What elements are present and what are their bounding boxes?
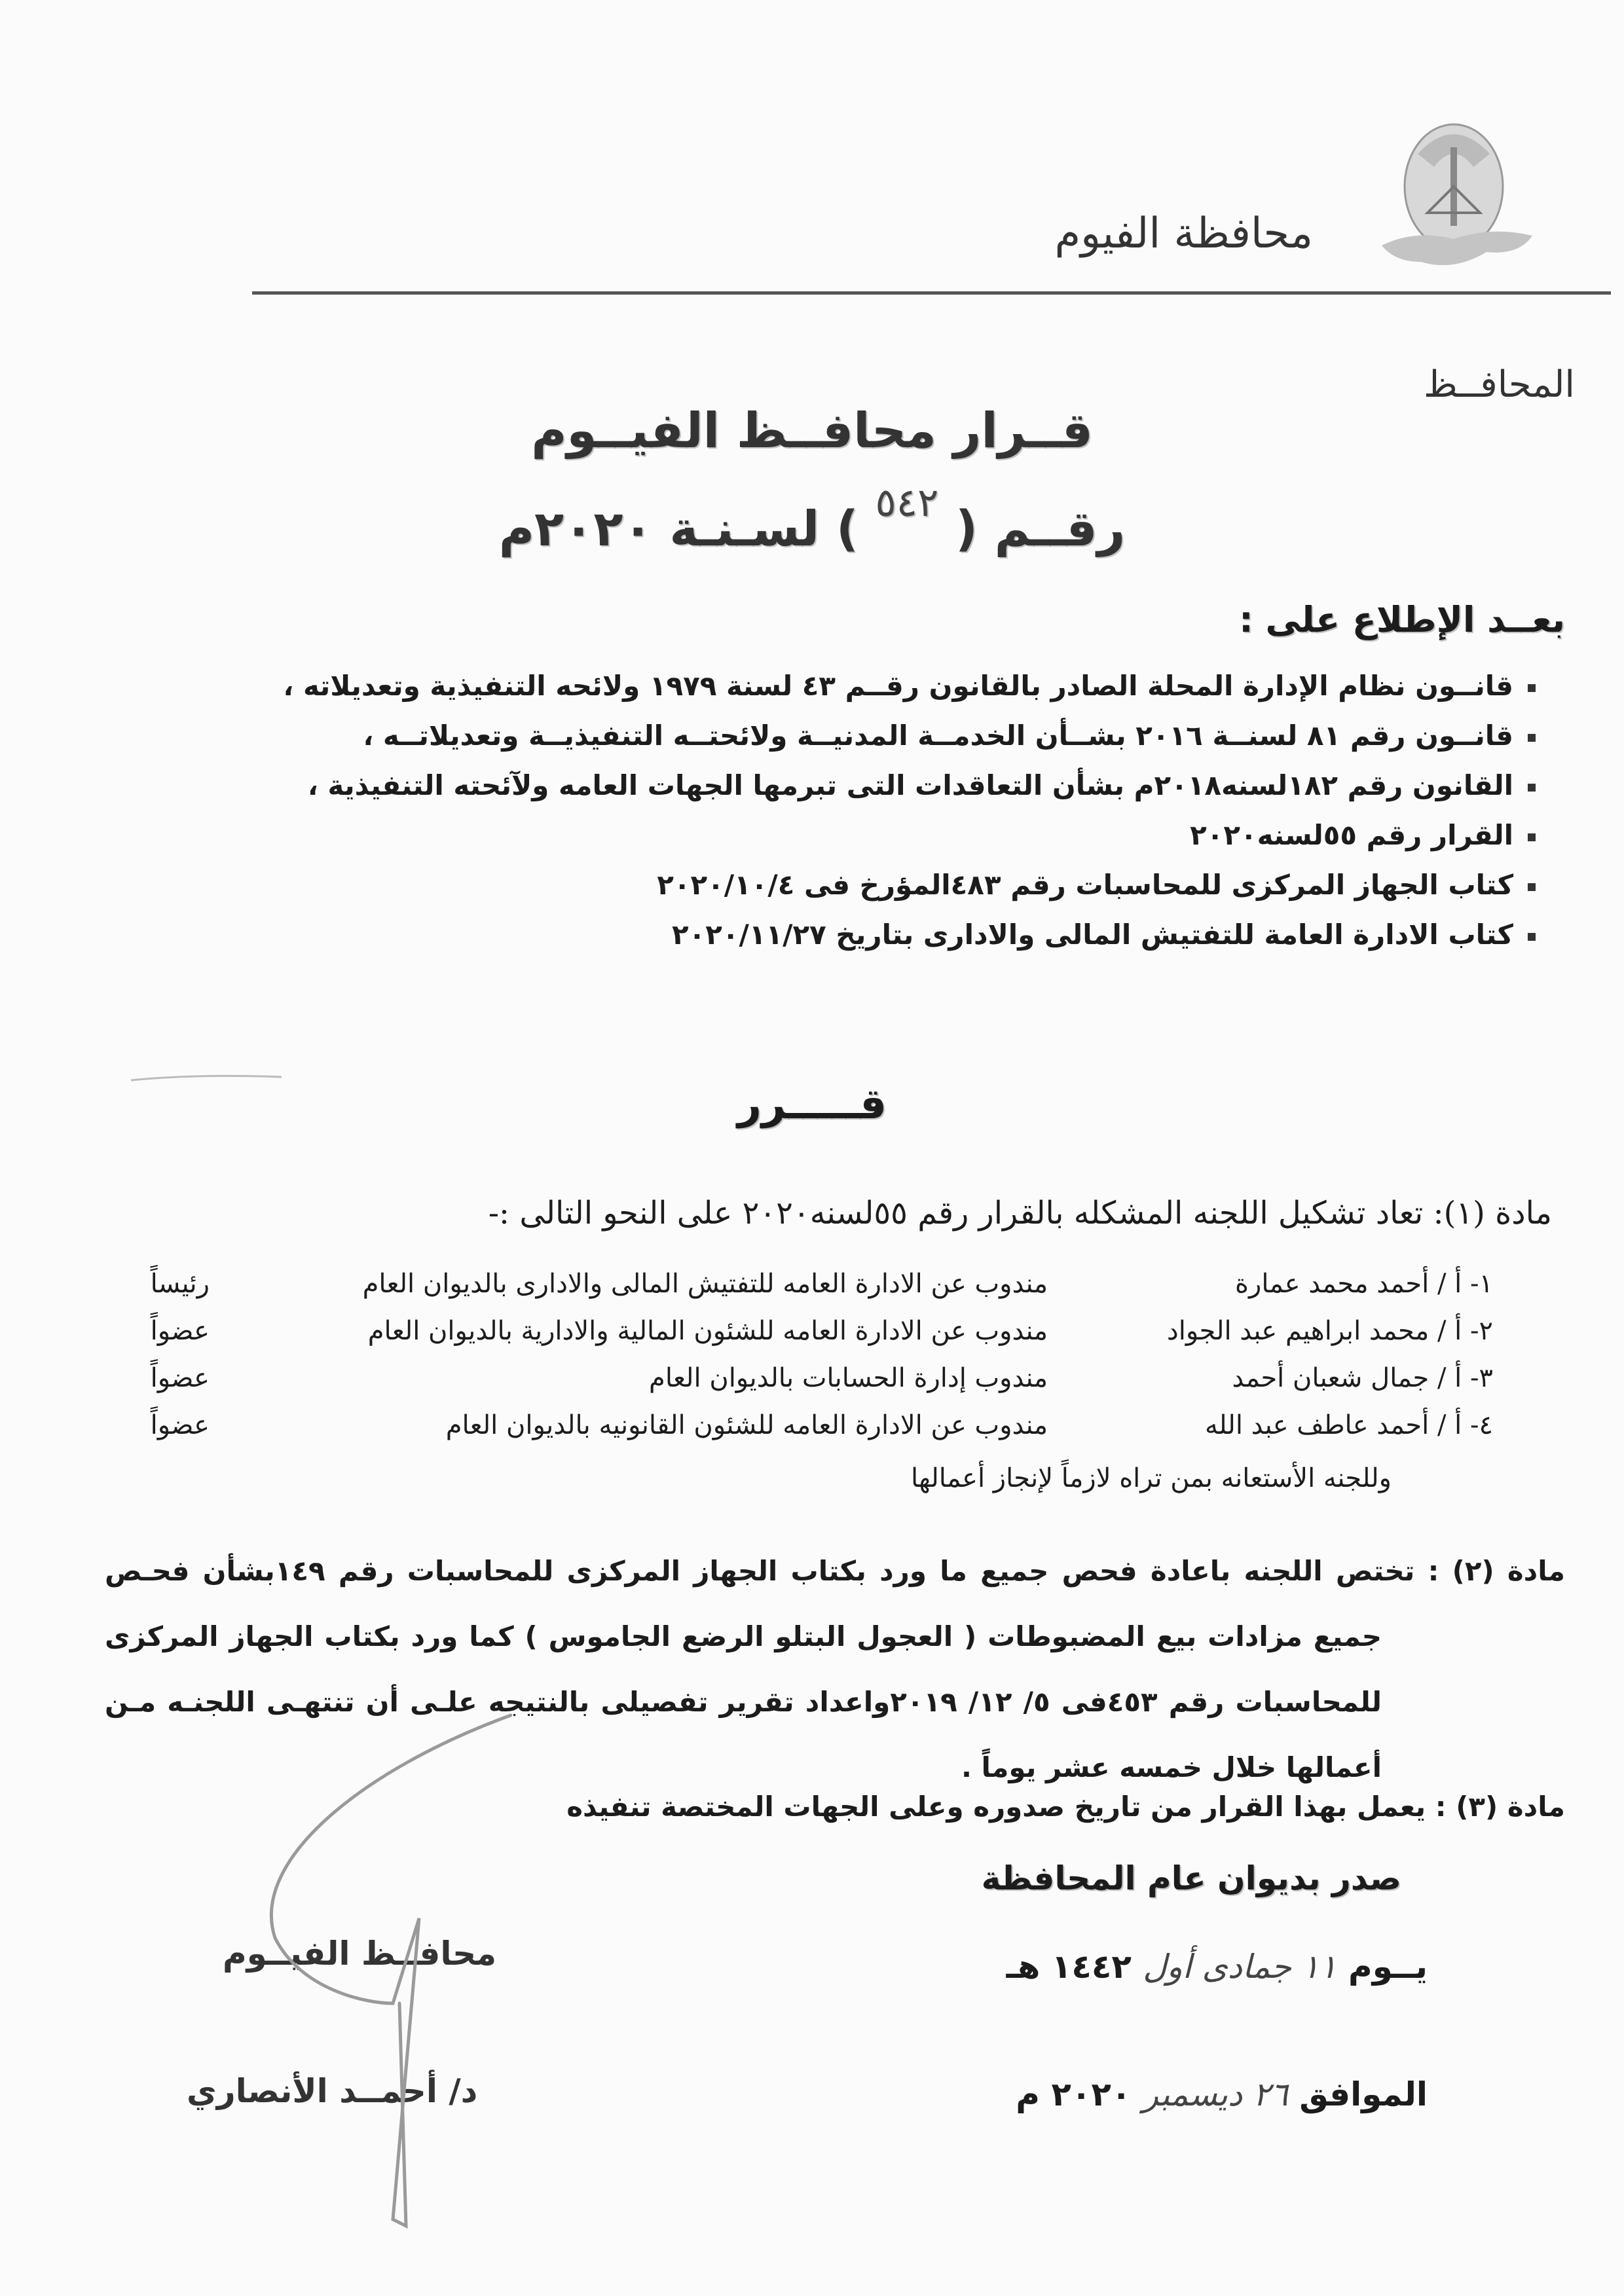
member-name: ٤- أ / أحمد عاطف عبد الله: [1204, 1410, 1493, 1440]
member-name: ٢- أ / محمد ابراهيم عبد الجواد: [1166, 1316, 1493, 1346]
article-2-line: أعمالها خلال خمسه عشر يوماً .: [961, 1751, 1382, 1783]
member-position: عضواً: [150, 1363, 210, 1393]
member-position: عضواً: [150, 1410, 210, 1440]
member-role: مندوب إدارة الحسابات بالديوان العام: [649, 1363, 1048, 1393]
bullet-icon: [1528, 933, 1536, 941]
office-label: المحافــظ: [1424, 363, 1575, 406]
hijri-date: يــوم ١١ جمادى أول ١٤٤٢ هـ: [1006, 1948, 1428, 1986]
committee-assistance-note: وللجنه الأستعانه بمن تراه لازماً لإنجاز أعمالها: [910, 1463, 1392, 1493]
member-position: عضواً: [150, 1316, 210, 1346]
bullet-icon: [1528, 734, 1536, 742]
preamble-item: القانون رقم ١٨٢لسنه٢٠١٨م بشأن التعاقدات التى تبرمها الجهات العامه ولآئحته التنفيذية ،: [160, 761, 1536, 811]
member-name: ٣- أ / جمال شعبان أحمد: [1232, 1363, 1493, 1393]
member-name: ١- أ / أحمد محمد عمارة: [1235, 1269, 1493, 1299]
handwritten-hijri-date: ١١ جمادى أول: [1143, 1948, 1337, 1986]
article-2-line: للمحاسبات رقم ٤٥٣فى ٥/ ١٢/ ٢٠١٩واعداد تقرير تفصيلى بالنتيجه علـى أن تنتهـى اللجنـه مـن: [105, 1686, 1382, 1718]
handwritten-gregorian-date: ٢٦ ديسمبر: [1142, 2075, 1288, 2113]
issued-at: صدر بديوان عام المحافظة: [981, 1859, 1401, 1897]
bullet-icon: [1528, 784, 1536, 792]
preamble-item: قانــون رقم ٨١ لسنــة ٢٠١٦ بشــأن الخدمــة المدنيــة ولائحتــه التنفيذيــة وتعديلاتــه ،: [160, 711, 1536, 761]
decree-number-line: [0, 480, 1624, 557]
bullet-icon: [1528, 684, 1536, 692]
committee-members: [52, 1260, 1493, 1449]
preamble-intro: بعــد الإطلاع على :: [1239, 599, 1565, 640]
signer-title: محافــظ الفيــوم: [223, 1935, 497, 1973]
bullet-icon: [1528, 833, 1536, 841]
governorate-emblem-logo: [1356, 115, 1552, 291]
bullet-icon: [1528, 883, 1536, 891]
preamble-item: قانــون نظام الإدارة المحلة الصادر بالقانون رقــم ٤٣ لسنة ١٩٧٩ ولائحه التنفيذية وتعديلاته ،: [160, 661, 1536, 711]
handwritten-decree-number: ٥٤٢: [875, 480, 939, 526]
header-divider: [252, 291, 1611, 295]
member-row: [52, 1355, 1493, 1402]
member-row: [52, 1402, 1493, 1449]
number-suffix: ) لسـنـة ٢٠٢٠م: [498, 501, 858, 557]
member-row: [52, 1260, 1493, 1307]
decree-title: قــرار محافــظ الفيــوم: [531, 403, 1093, 459]
governorate-name: محافظة الفيوم: [1054, 210, 1313, 258]
member-position: رئيساً: [150, 1269, 210, 1299]
preamble-item: كتاب الجهاز المركزى للمحاسبات رقم ٤٨٣المؤرخ فى ٢٠٢٠/١٠/٤: [160, 860, 1536, 910]
preamble-list: [160, 661, 1536, 960]
article-3: مادة (٣) : يعمل بهذا القرار من تاريخ صدوره وعلى الجهات المختصة تنفيذه: [566, 1791, 1565, 1823]
article-2-line: جميع مزادات بيع المضبوطات ( العجول البتلو الرضع الجاموس ) كما ورد بكتاب الجهاز المركزى: [105, 1620, 1382, 1652]
member-row: [52, 1307, 1493, 1355]
number-prefix: رقــم (: [955, 501, 1126, 557]
member-role: مندوب عن الادارة العامه للتفتيش المالى والادارى بالديوان العام: [362, 1269, 1048, 1299]
preamble-item: كتاب الادارة العامة للتفتيش المالى والادارى بتاريخ ٢٠٢٠/١١/٢٧: [160, 910, 1536, 960]
member-role: مندوب عن الادارة العامه للشئون القانونيه بالديوان العام: [445, 1410, 1048, 1440]
decree-heading: قـــــرر: [737, 1080, 887, 1129]
article-2-line: مادة (٢) : تختص اللجنه باعادة فحص جميع ما ورد بكتاب الجهاز المركزى للمحاسبات رقم ١٤٩بشأن فحـص: [105, 1555, 1565, 1587]
member-role: مندوب عن الادارة العامه للشئون المالية والادارية بالديوان العام: [367, 1316, 1048, 1346]
gregorian-date: الموافق ٢٦ ديسمبر ٢٠٢٠ م: [1016, 2075, 1428, 2113]
preamble-item: القرار رقم ٥٥لسنه٢٠٢٠: [160, 811, 1536, 860]
article-2: [65, 1539, 1565, 1800]
article-1: مادة (١): تعاد تشكيل اللجنه المشكله بالقرار رقم ٥٥لسنه٢٠٢٠ على النحو التالى :-: [488, 1195, 1552, 1231]
signer-name: د/ أحمــد الأنصاري: [187, 2072, 478, 2110]
